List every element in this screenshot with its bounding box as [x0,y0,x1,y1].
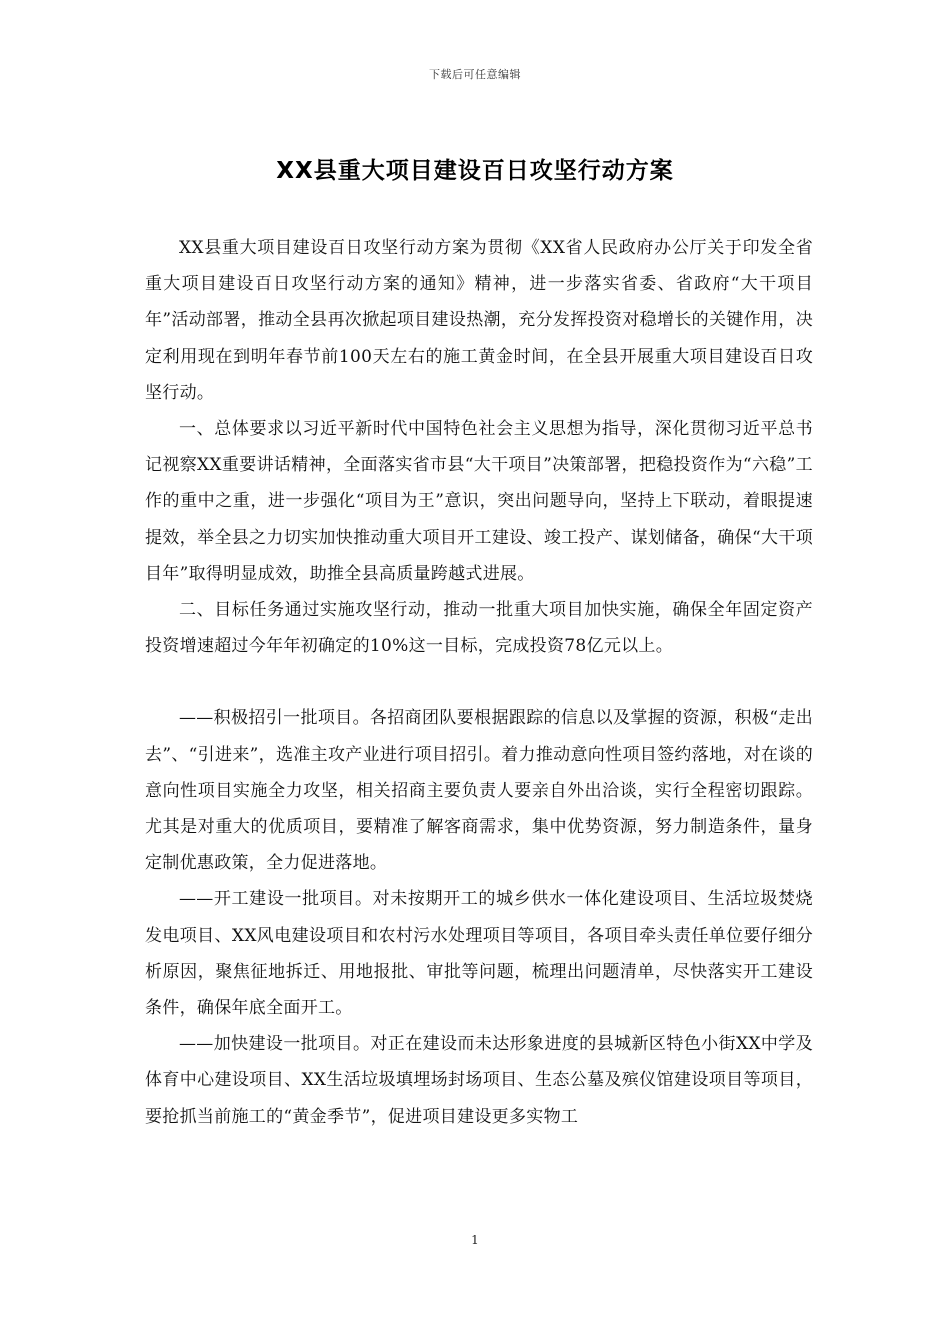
document-title: XX县重大项目建设百日攻坚行动方案 [276,158,674,184]
document-body [145,230,813,1135]
paragraph-accelerate-construction: ——加快建设一批项目。对正在建设而未达形象进度的县城新区特色小街XX中学及体育中心建设项目、XX生活垃圾填埋场封场项目、生态公墓及殡仪馆建设项目等项目，要抢抓当前施工的“黄金季节”，促进项目建设更多实物工 [145,1034,813,1127]
page-number: 1 [471,1233,479,1247]
paragraph-intro: XX县重大项目建设百日攻坚行动方案为贯彻《XX省人民政府办公厅关于印发全省重大项目建设百日攻坚行动方案的通知》精神，进一步落实省委、省政府“大干项目年”活动部署，推动全县再次掀起项目建设热潮，充分发挥投资对稳增长的关键作用，决定利用现在到明年春节前100天左右的施工黄金时间，在全县开展重大项目建设百日攻坚行动。 [145,238,813,403]
paragraph-objectives: 二、目标任务通过实施攻坚行动，推动一批重大项目加快实施，确保全年固定资产投资增速超过今年年初确定的10%这一目标，完成投资78亿元以上。 [145,600,813,657]
paragraph-general-requirements: 一、总体要求以习近平新时代中国特色社会主义思想为指导，深化贯彻习近平总书记视察XX重要讲话精神，全面落实省市县“大干项目”决策部署，把稳投资作为“六稳”工作的重中之重，进一步强化“项目为王”意识，突出问题导向，坚持上下联动，着眼提速提效，举全县之力切实加快推动重大项目开工建设、竣工投产、谋划储备，确保“大干项目年”取得明显成效，助推全县高质量跨越式进展。 [145,419,813,584]
header-note: 下载后可任意编辑 [429,68,521,81]
paragraph-spacer [145,664,813,700]
paragraph-attract-projects: ——积极招引一批项目。各招商团队要根据跟踪的信息以及掌握的资源，积极“走出去”、“引进来”，选准主攻产业进行项目招引。着力推动意向性项目签约落地，对在谈的意向性项目实施全力攻坚，相关招商主要负责人要亲自外出洽谈，实行全程密切跟踪。尤其是对重大的优质项目，要精准了解客商需求，集中优势资源，努力制造条件，量身定制优惠政策，全力促进落地。 [145,708,813,874]
paragraph-start-construction: ——开工建设一批项目。对未按期开工的城乡供水一体化建设项目、生活垃圾焚烧发电项目、XX风电建设项目和农村污水处理项目等项目，各项目牵头责任单位要仔细分析原因，聚焦征地拆迁、用地报批、审批等问题，梳理出问题清单，尽快落实开工建设条件，确保年底全面开工。 [145,889,813,1019]
